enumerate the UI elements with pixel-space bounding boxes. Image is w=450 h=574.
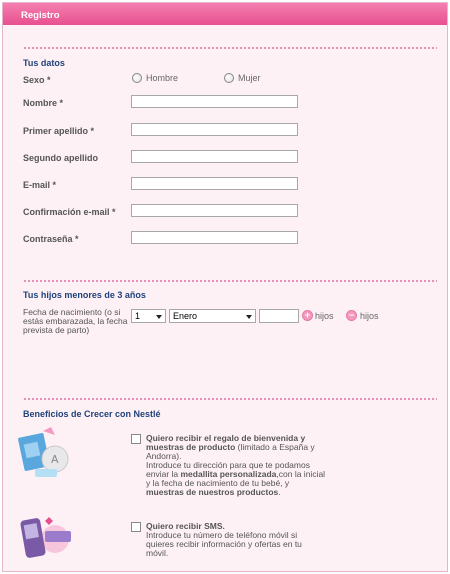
radio-hombre[interactable] <box>132 73 178 83</box>
sexo-label: Sexo * <box>23 75 51 85</box>
radio-hombre-label: Hombre <box>146 73 179 83</box>
gift-samples-text: muestras de nuestros productos <box>146 487 279 497</box>
gift-benefit-text <box>146 434 326 497</box>
gift-medal-text: medallita personalizada <box>180 469 277 479</box>
apellido2-label: Segundo apellido <box>23 153 99 163</box>
email-label: E-mail * <box>23 180 57 190</box>
email-input[interactable] <box>131 177 298 190</box>
section-title-tus-datos: Tus datos <box>23 58 65 68</box>
dotted-divider <box>23 398 437 400</box>
chevron-down-icon <box>246 315 252 319</box>
email-confirm-input[interactable] <box>131 204 298 217</box>
gift-box-icon <box>15 425 77 481</box>
month-select[interactable] <box>169 309 256 323</box>
remove-child-button[interactable]: − <box>346 310 357 321</box>
radio-icon[interactable] <box>224 73 234 83</box>
year-input[interactable] <box>259 309 299 323</box>
apellido1-label: Primer apellido * <box>23 126 95 136</box>
form-title: Registro <box>21 10 60 21</box>
gift-limit-text: (limitado a España y Andorra). <box>146 442 315 461</box>
add-child-button[interactable]: + <box>302 310 313 321</box>
sms-checkbox[interactable] <box>131 522 141 532</box>
password-label: Contraseña * <box>23 234 79 244</box>
section-title-beneficios: Beneficios de Crecer con Nestlé <box>23 409 161 419</box>
sms-description-text: Introduce tu número de teléfono móvil si quieres recibir información y ofertas en tu móvil. <box>146 530 302 558</box>
remove-child-label: hijos <box>360 311 379 321</box>
gift-intro-text: Introduce tu dirección para que te podamos enviar la <box>146 460 310 479</box>
day-select[interactable] <box>131 309 166 323</box>
dotted-divider <box>23 47 437 49</box>
sms-benefit-text <box>146 522 326 558</box>
form-header <box>3 3 447 25</box>
password-input[interactable] <box>131 231 298 244</box>
section-title-hijos: Tus hijos menores de 3 años <box>23 290 146 300</box>
chevron-down-icon <box>156 315 162 319</box>
nombre-label: Nombre * <box>23 98 64 108</box>
apellido2-input[interactable] <box>131 150 298 163</box>
registration-form <box>2 2 448 572</box>
gift-mid-text: ,con la inicial y la fecha de nacimiento de tu bebé, y <box>146 469 326 488</box>
apellido1-input[interactable] <box>131 123 298 136</box>
day-select-value: 1 <box>135 311 141 321</box>
nombre-input[interactable] <box>131 95 298 108</box>
radio-mujer[interactable] <box>224 73 261 83</box>
gift-checkbox[interactable] <box>131 434 141 444</box>
email-confirm-label: Confirmación e-mail * <box>23 207 116 217</box>
radio-mujer-label: Mujer <box>238 73 261 83</box>
gift-end-text: . <box>278 487 281 497</box>
radio-icon[interactable] <box>132 73 142 83</box>
add-child-label: hijos <box>315 311 334 321</box>
sms-strong-text: Quiero recibir SMS. <box>146 521 225 531</box>
month-select-value: Enero <box>173 311 198 321</box>
mobile-phone-icon <box>15 513 77 567</box>
svg-text:A: A <box>51 453 59 466</box>
fecha-nacimiento-label: Fecha de nacimiento (o si estás embarazada, la fecha prevista de parto) <box>23 307 128 335</box>
gift-strong-text: Quiero recibir el regalo de bienvenida y muestras de producto <box>146 433 306 452</box>
dotted-divider <box>23 280 437 282</box>
